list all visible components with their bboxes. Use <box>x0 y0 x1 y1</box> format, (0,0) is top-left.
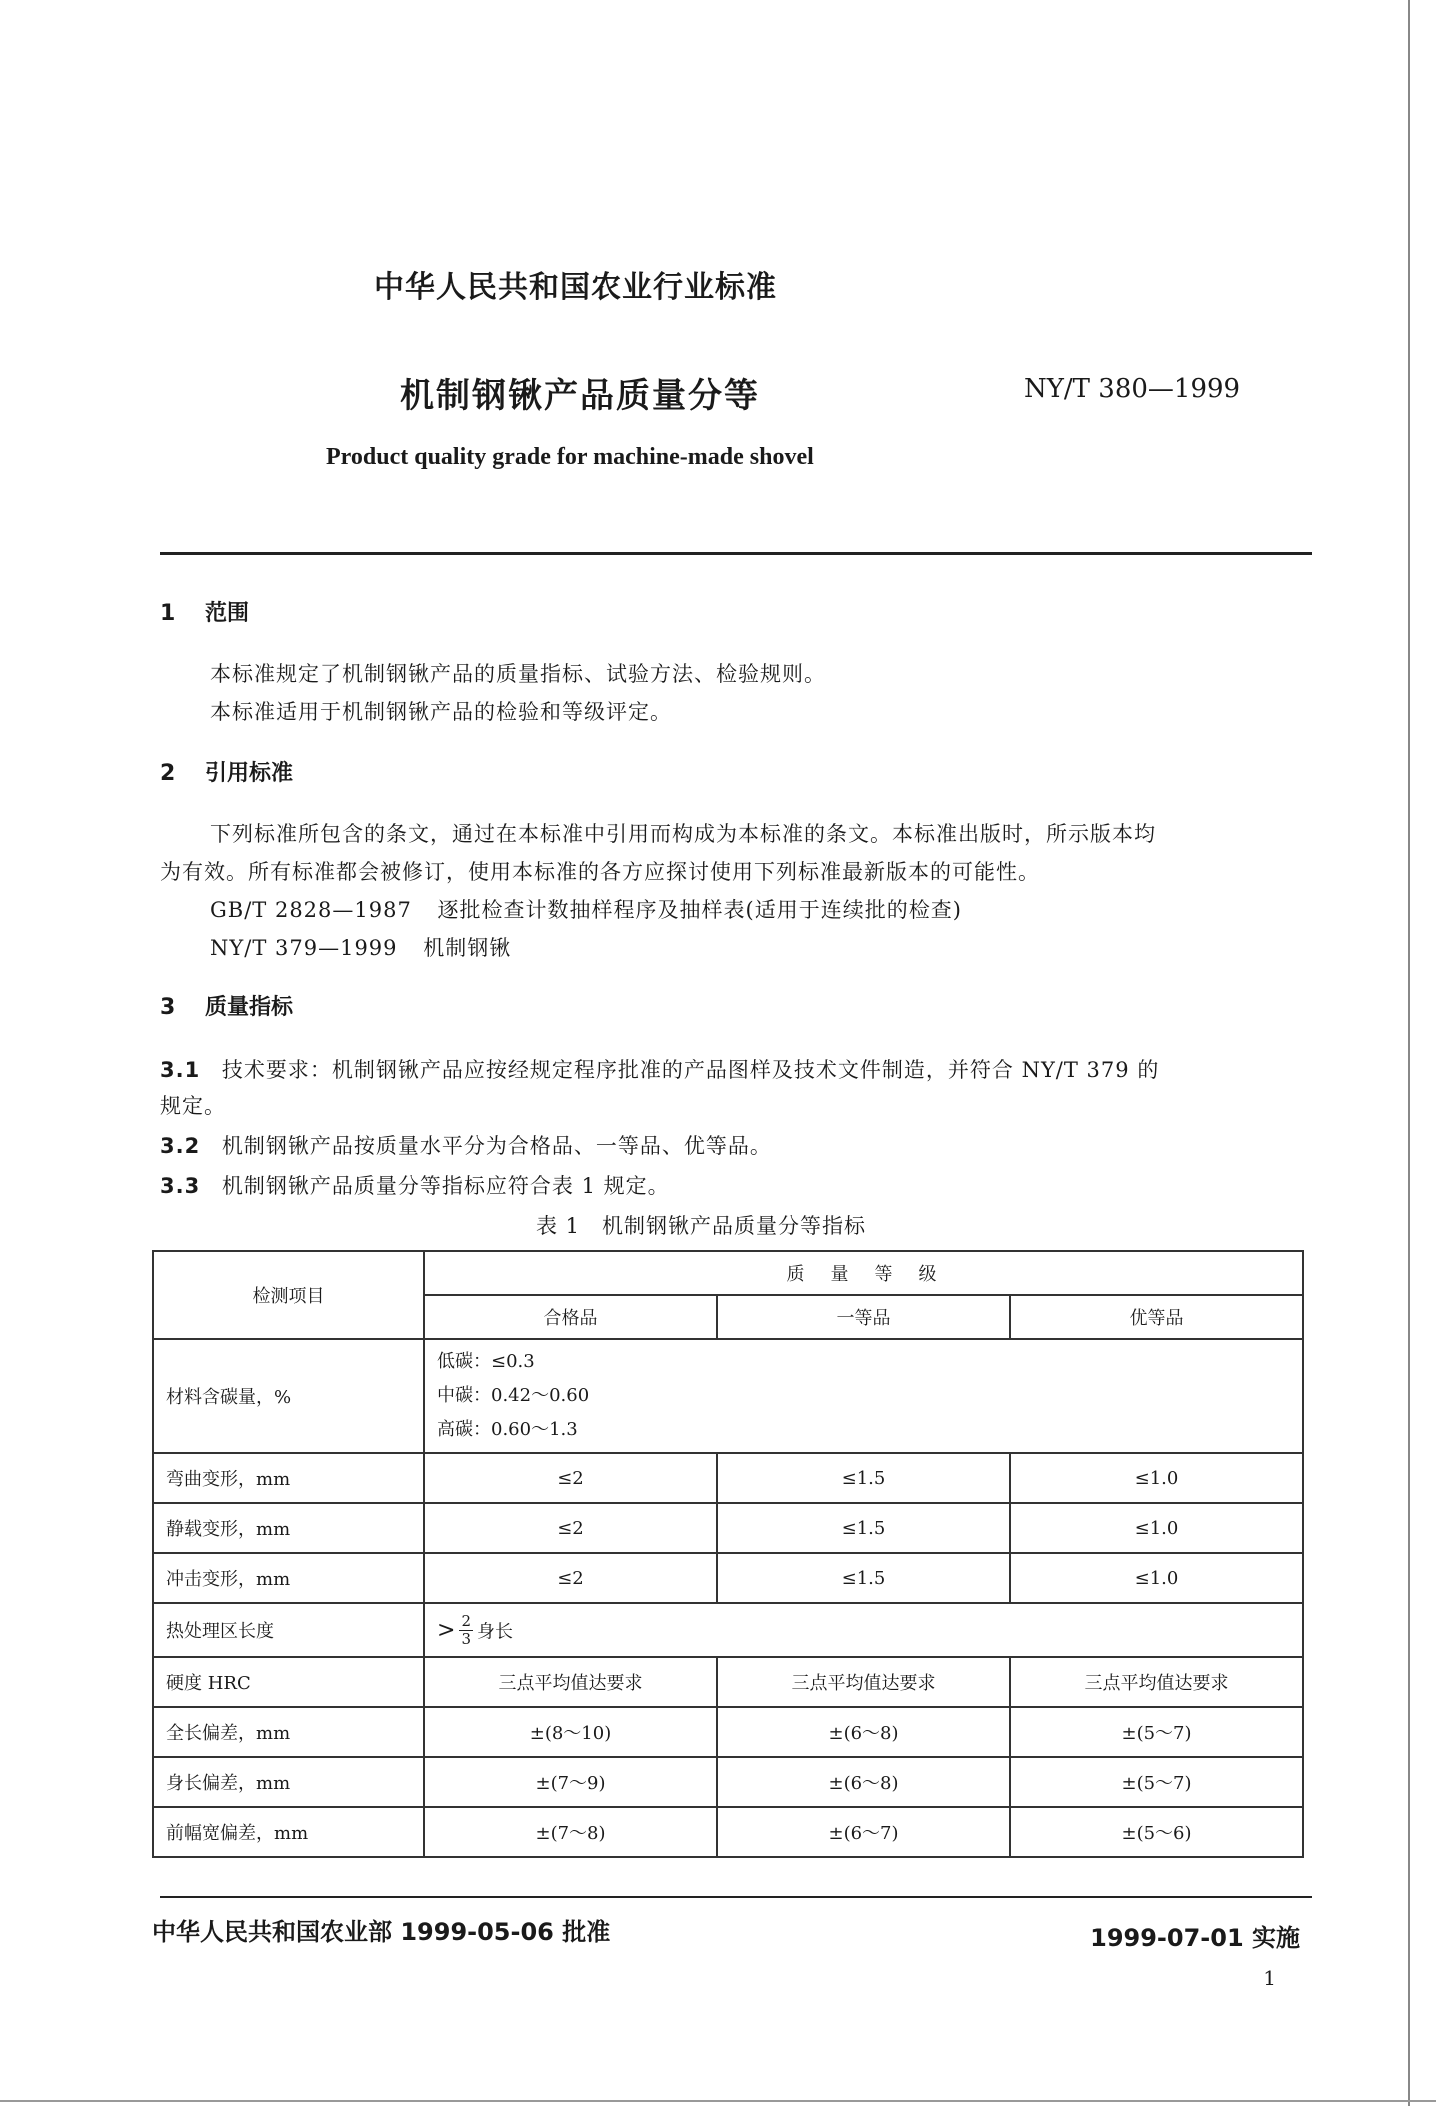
item-label: 全长偏差，mm <box>153 1707 424 1757</box>
section-number: 3 <box>160 995 176 1020</box>
section-1-heading <box>160 596 249 627</box>
reference-item <box>210 932 511 962</box>
fraction <box>459 1613 473 1648</box>
scan-edge-line <box>1408 0 1410 2106</box>
cell-value: ±(6～8) <box>717 1707 1010 1757</box>
cell-value: ±(5～6) <box>1010 1807 1303 1857</box>
fraction-denominator: 3 <box>461 1629 471 1648</box>
reference-item <box>210 894 962 924</box>
item-label: 静载变形，mm <box>153 1503 424 1553</box>
section-number: 2 <box>160 761 176 786</box>
implementation-date: 1999-07-01 实施 <box>1090 1924 1300 1952</box>
cell-value: 三点平均值达要求 <box>1010 1657 1303 1707</box>
section-title: 引用标准 <box>204 761 293 786</box>
carbon-mid: 中碳：0.42～0.60 <box>437 1385 590 1406</box>
clause-number: 3.3 <box>160 1174 201 1198</box>
heat-value <box>424 1603 1303 1657</box>
section-title: 范围 <box>204 601 249 626</box>
table-caption: 表 1 机制钢锹产品质量分等指标 <box>536 1214 867 1238</box>
document-title: 机制钢锹产品质量分等 <box>400 376 760 416</box>
section-3-heading <box>160 990 293 1021</box>
cell-value: ±(8～10) <box>424 1707 717 1757</box>
header-item: 检测项目 <box>153 1251 424 1339</box>
cell-value: ≤2 <box>424 1453 717 1503</box>
cell-value: ±(7～9) <box>424 1757 717 1807</box>
cell-value: ≤1.0 <box>1010 1553 1303 1603</box>
table-row <box>153 1807 1303 1857</box>
carbon-low: 低碳：≤0.3 <box>437 1351 535 1372</box>
cell-value: ≤1.5 <box>717 1503 1010 1553</box>
table-header-row <box>153 1251 1303 1295</box>
item-label: 身长偏差，mm <box>153 1757 424 1807</box>
table-row <box>153 1339 1303 1453</box>
clause-3-2 <box>160 1130 772 1160</box>
paragraph: 下列标准所包含的条文，通过在本标准中引用而构成为本标准的条文。本标准出版时，所示版本均 <box>210 822 1156 846</box>
section-title: 质量指标 <box>204 995 293 1020</box>
cell-value: ±(6～8) <box>717 1757 1010 1807</box>
item-label: 前幅宽偏差，mm <box>153 1807 424 1857</box>
reference-code: NY/T 379—1999 <box>210 936 398 960</box>
cell-value: ±(6～7) <box>717 1807 1010 1857</box>
english-title: Product quality grade for machine-made shovel <box>326 444 814 470</box>
clause-number: 3.2 <box>160 1134 201 1158</box>
standard-category-header: 中华人民共和国农业行业标准 <box>374 270 777 305</box>
section-number: 1 <box>160 601 176 626</box>
cell-value: ≤1.5 <box>717 1553 1010 1603</box>
paragraph: 本标准适用于机制钢锹产品的检验和等级评定。 <box>210 700 672 724</box>
carbon-values <box>424 1339 1303 1453</box>
table-row <box>153 1707 1303 1757</box>
cell-value: ≤1.0 <box>1010 1503 1303 1553</box>
cell-value: 三点平均值达要求 <box>717 1657 1010 1707</box>
clause-text: 技术要求：机制钢锹产品应按经规定程序批准的产品图样及技术文件制造，并符合 NY/T 379 的 <box>221 1058 1160 1082</box>
approval-date: 中华人民共和国农业部 1999-05-06 批准 <box>152 1918 611 1946</box>
greater-than-sign: > <box>437 1617 456 1643</box>
quality-grade-table <box>152 1250 1304 1858</box>
clause-3-1 <box>160 1054 1159 1084</box>
cell-value: ≤2 <box>424 1503 717 1553</box>
cell-value: ≤1.5 <box>717 1453 1010 1503</box>
scan-edge-line <box>0 2100 1436 2102</box>
clause-text: 机制钢锹产品质量分等指标应符合表 1 规定。 <box>221 1174 670 1198</box>
table-row <box>153 1757 1303 1807</box>
footer-rule <box>160 1896 1312 1898</box>
item-label: 硬度 HRC <box>153 1657 424 1707</box>
table-row <box>153 1603 1303 1657</box>
paragraph: 为有效。所有标准都会被修订，使用本标准的各方应探讨使用下列标准最新版本的可能性。 <box>160 860 1040 884</box>
cell-value: ±(5～7) <box>1010 1707 1303 1757</box>
page-number: 1 <box>1263 1966 1276 1990</box>
item-label: 材料含碳量，% <box>153 1339 424 1453</box>
fraction-numerator: 2 <box>461 1611 471 1630</box>
item-label: 弯曲变形，mm <box>153 1453 424 1503</box>
table-row <box>153 1453 1303 1503</box>
reference-code: GB/T 2828—1987 <box>210 898 412 922</box>
clause-number: 3.1 <box>160 1058 201 1082</box>
cell-value: ±(5～7) <box>1010 1757 1303 1807</box>
clause-3-3 <box>160 1170 670 1200</box>
grade-qualified: 合格品 <box>424 1295 717 1339</box>
carbon-high: 高碳：0.60～1.3 <box>437 1419 578 1440</box>
paragraph: 本标准规定了机制钢锹产品的质量指标、试验方法、检验规则。 <box>210 662 826 686</box>
reference-title: 机制钢锹 <box>423 936 512 960</box>
item-label: 热处理区长度 <box>153 1603 424 1657</box>
table-row <box>153 1657 1303 1707</box>
grade-superior: 优等品 <box>1010 1295 1303 1339</box>
header-rule <box>160 552 1312 555</box>
cell-value: ≤2 <box>424 1553 717 1603</box>
table-row <box>153 1503 1303 1553</box>
cell-value: 三点平均值达要求 <box>424 1657 717 1707</box>
cell-value: ±(7～8) <box>424 1807 717 1857</box>
header-grade: 质 量 等 级 <box>424 1251 1303 1295</box>
cell-value: ≤1.0 <box>1010 1453 1303 1503</box>
section-2-heading <box>160 756 293 787</box>
heat-suffix: 身长 <box>476 1621 513 1642</box>
table-row <box>153 1553 1303 1603</box>
reference-title: 逐批检查计数抽样程序及抽样表(适用于连续批的检查) <box>437 898 962 922</box>
item-label: 冲击变形，mm <box>153 1553 424 1603</box>
standard-code: NY/T 380—1999 <box>1024 374 1241 404</box>
clause-text-continued: 规定。 <box>160 1094 226 1118</box>
grade-first: 一等品 <box>717 1295 1010 1339</box>
clause-text: 机制钢锹产品按质量水平分为合格品、一等品、优等品。 <box>221 1134 772 1158</box>
